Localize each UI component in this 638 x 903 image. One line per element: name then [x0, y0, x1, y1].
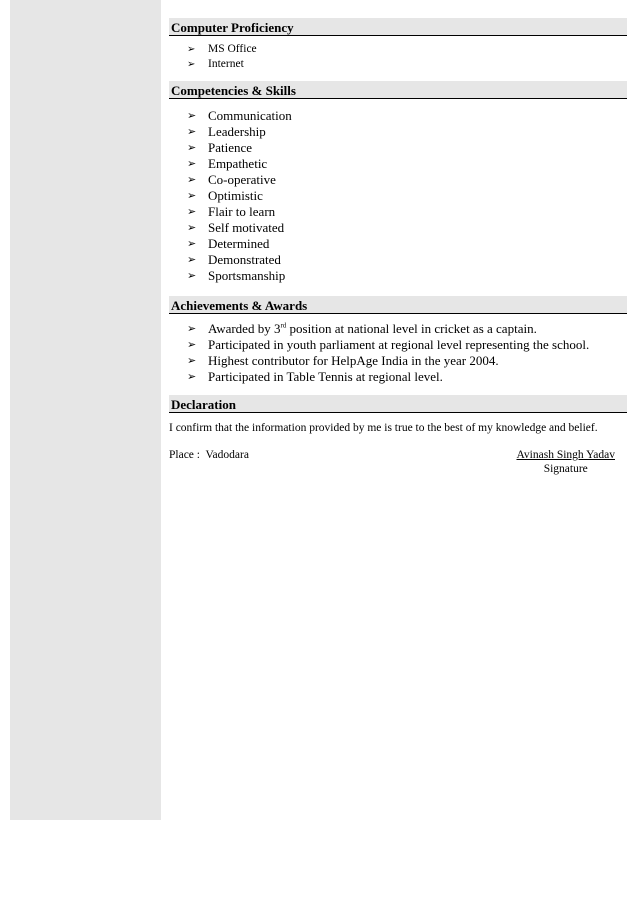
arrow-bullet-icon: ➢ — [187, 173, 197, 186]
arrow-bullet-icon: ➢ — [187, 253, 197, 266]
arrow-bullet-icon: ➢ — [187, 221, 197, 234]
list-item — [187, 188, 627, 204]
list-item — [187, 172, 627, 188]
list-item-text: MS Office — [208, 43, 257, 55]
list-item — [187, 156, 627, 172]
resume-main — [169, 0, 627, 478]
place-value: Vadodara — [205, 449, 249, 461]
arrow-bullet-icon: ➢ — [187, 44, 196, 55]
list-item — [187, 220, 627, 236]
list-item — [187, 108, 627, 124]
list-item-text: Highest contributor for HelpAge India in the year 2004. — [208, 353, 499, 368]
arrow-bullet-icon: ➢ — [187, 322, 197, 335]
section-header-declaration: Declaration — [169, 395, 627, 413]
arrow-bullet-icon: ➢ — [187, 109, 197, 122]
list-item-text: Awarded by 3 — [208, 321, 281, 336]
list-item-text: Internet — [208, 58, 244, 70]
list-item-text: Optimistic — [208, 188, 263, 203]
section-header-competencies: Competencies & Skills — [169, 81, 627, 99]
arrow-bullet-icon: ➢ — [187, 354, 197, 367]
list-item — [187, 321, 627, 337]
top-spacer — [169, 0, 627, 18]
list-item-text: Sportsmanship — [208, 268, 286, 283]
competencies-list — [169, 108, 627, 284]
arrow-bullet-icon: ➢ — [187, 157, 197, 170]
list-item — [187, 369, 627, 385]
list-item — [187, 268, 627, 284]
list-item-text: Empathetic — [208, 156, 268, 171]
section-header-computer: Computer Proficiency — [169, 18, 627, 36]
signature-label: Signature — [543, 463, 588, 475]
computer-list — [169, 42, 627, 72]
list-item — [187, 337, 627, 353]
arrow-bullet-icon: ➢ — [187, 205, 197, 218]
list-item-text: Self motivated — [208, 220, 285, 235]
declaration-text: I confirm that the information provided by me is true to the best of my knowledge and belief. — [169, 422, 598, 434]
spacer — [169, 284, 627, 296]
list-item — [187, 252, 627, 268]
list-item-text: Communication — [208, 108, 292, 123]
arrow-bullet-icon: ➢ — [187, 370, 197, 383]
list-item — [187, 57, 627, 72]
list-item — [187, 140, 627, 156]
arrow-bullet-icon: ➢ — [187, 141, 197, 154]
signature-block — [516, 448, 615, 476]
section-header-achievements: Achievements & Awards — [169, 296, 627, 314]
list-item — [187, 42, 627, 57]
arrow-bullet-icon: ➢ — [187, 125, 197, 138]
list-item — [187, 124, 627, 140]
list-item-text: Leadership — [208, 124, 266, 139]
list-item — [187, 236, 627, 252]
arrow-bullet-icon: ➢ — [187, 338, 197, 351]
list-item-text: Demonstrated — [208, 252, 281, 267]
arrow-bullet-icon: ➢ — [187, 189, 197, 202]
place-label: Place : — [169, 449, 200, 461]
place — [169, 448, 249, 462]
list-item-text: Determined — [208, 236, 270, 251]
ordinal-superscript: rd — [280, 321, 287, 330]
list-item-text: Participated in Table Tennis at regional level. — [208, 369, 443, 384]
spacer — [169, 385, 627, 395]
list-item-text: Participated in youth parliament at regional level representing the school. — [208, 337, 590, 352]
arrow-bullet-icon: ➢ — [187, 269, 197, 282]
list-item — [187, 204, 627, 220]
arrow-bullet-icon: ➢ — [187, 237, 197, 250]
sidebar — [10, 0, 161, 820]
spacer — [169, 72, 627, 81]
list-item-text: Co-operative — [208, 172, 276, 187]
list-item — [187, 353, 627, 369]
arrow-bullet-icon: ➢ — [187, 59, 196, 70]
achievements-list — [169, 321, 627, 385]
list-item-text: position at national level in cricket as a captain. — [286, 321, 537, 336]
signatory-name: Avinash Singh Yadav — [516, 449, 615, 461]
list-item-text: Flair to learn — [208, 204, 276, 219]
list-item-text: Patience — [208, 140, 253, 155]
signature-row — [169, 448, 627, 478]
